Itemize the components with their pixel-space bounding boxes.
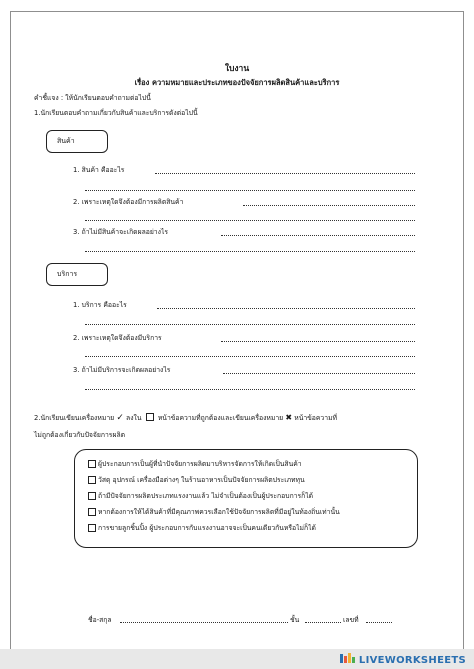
product-section-label: สินค้า [46,130,108,153]
page-title: ใบงาน [224,64,250,74]
question2-line2: ไม่ถูกต้องเกี่ยวกับปัจจัยการผลิต [34,431,126,439]
service-section-label: บริการ [46,263,108,286]
answer-line[interactable] [157,308,415,309]
name-field[interactable] [120,622,288,623]
brand-logo[interactable] [340,653,466,666]
liveworksheets-icon [340,653,356,664]
cross-mark-icon: ✖ [285,413,293,422]
question1-text: 1.นักเรียนตอบคำถามเกี่ยวกับสินค้าและบริการดังต่อไปนี้ [34,109,198,117]
answer-line[interactable] [85,190,415,191]
number-field[interactable] [366,622,392,623]
page-subtitle: เรื่อง ความหมายและประเภทของปัจจัยการผลิตสินค้าและบริการ [134,78,340,87]
worksheet-page [10,11,464,651]
statement-text: วัสดุ อุปกรณ์ เครื่องมือต่างๆ ในร้านอาหารเป็นปัจจัยการผลิตประเภททุน [98,476,305,484]
question2-text-c: หน้าข้อความที่ถูกต้องและเขียนเครื่องหมาย [157,414,284,422]
empty-box-icon [146,413,154,421]
answer-line[interactable] [85,251,415,252]
answer-line[interactable] [221,235,415,236]
answer-line[interactable] [155,173,415,174]
service-question-2: 2. เพราะเหตุใดจึงต้องมีบริการ [73,334,162,342]
answer-line[interactable] [85,389,415,390]
class-label: ชั้น [290,616,300,624]
statement-checkbox[interactable] [88,492,96,500]
question2-text-a: 2.นักเรียนเขียนเครื่องหมาย [34,414,115,422]
answer-line[interactable] [85,324,415,325]
answer-line[interactable] [85,356,415,357]
instruction-text: คำชี้แจง : ให้นักเรียนตอบคำถามต่อไปนี้ [34,94,151,102]
statement-text: หากต้องการให้ได้สินค้าที่มีคุณภาพควรเลือกใช้ปัจจัยการผลิตที่มีอยู่ในท้องถิ่นเท่านั้น [98,508,340,516]
product-question-1: 1. สินค้า คืออะไร [73,166,125,174]
statement-text: การขายลูกชิ้นปิ้ง ผู้ประกอบการกับแรงงานอาจจะเป็นคนเดียวกันหรือไม่ก็ได้ [98,524,316,532]
brand-footer [0,649,474,669]
question2-text-b: ลงใน [126,414,142,422]
service-question-3: 3. ถ้าไม่มีบริการจะเกิดผลอย่างไร [73,366,171,374]
statement-checkbox[interactable] [88,508,96,516]
service-question-1: 1. บริการ คืออะไร [73,301,127,309]
statement-checkbox[interactable] [88,460,96,468]
statement-text: ถ้ามีปัจจัยการผลิตประเภทแรงงานแล้ว ไม่จำเป็นต้องเป็นผู้ประกอบการก็ได้ [98,492,314,500]
statement-checkbox[interactable] [88,524,96,532]
answer-line[interactable] [85,220,415,221]
answer-line[interactable] [243,205,415,206]
question2-text-d: หน้าข้อความที่ [294,414,338,422]
question2-line1 [34,412,337,423]
brand-name: LIVEWORKSHEETS [358,655,466,666]
statement-checkbox[interactable] [88,476,96,484]
name-label: ชื่อ-สกุล [88,616,112,624]
class-field[interactable] [305,622,341,623]
product-question-2: 2. เพราะเหตุใดจึงต้องมีการผลิตสินค้า [73,198,184,206]
statement-text: ผู้ประกอบการเป็นผู้ที่นำปัจจัยการผลิตมาบริหารจัดการให้เกิดเป็นสินค้า [98,460,302,468]
product-question-3: 3. ถ้าไม่มีสินค้าจะเกิดผลอย่างไร [73,228,169,236]
number-label: เลขที่ [343,616,359,624]
answer-line[interactable] [221,341,415,342]
check-mark-icon: ✓ [116,413,124,423]
answer-line[interactable] [223,373,415,374]
